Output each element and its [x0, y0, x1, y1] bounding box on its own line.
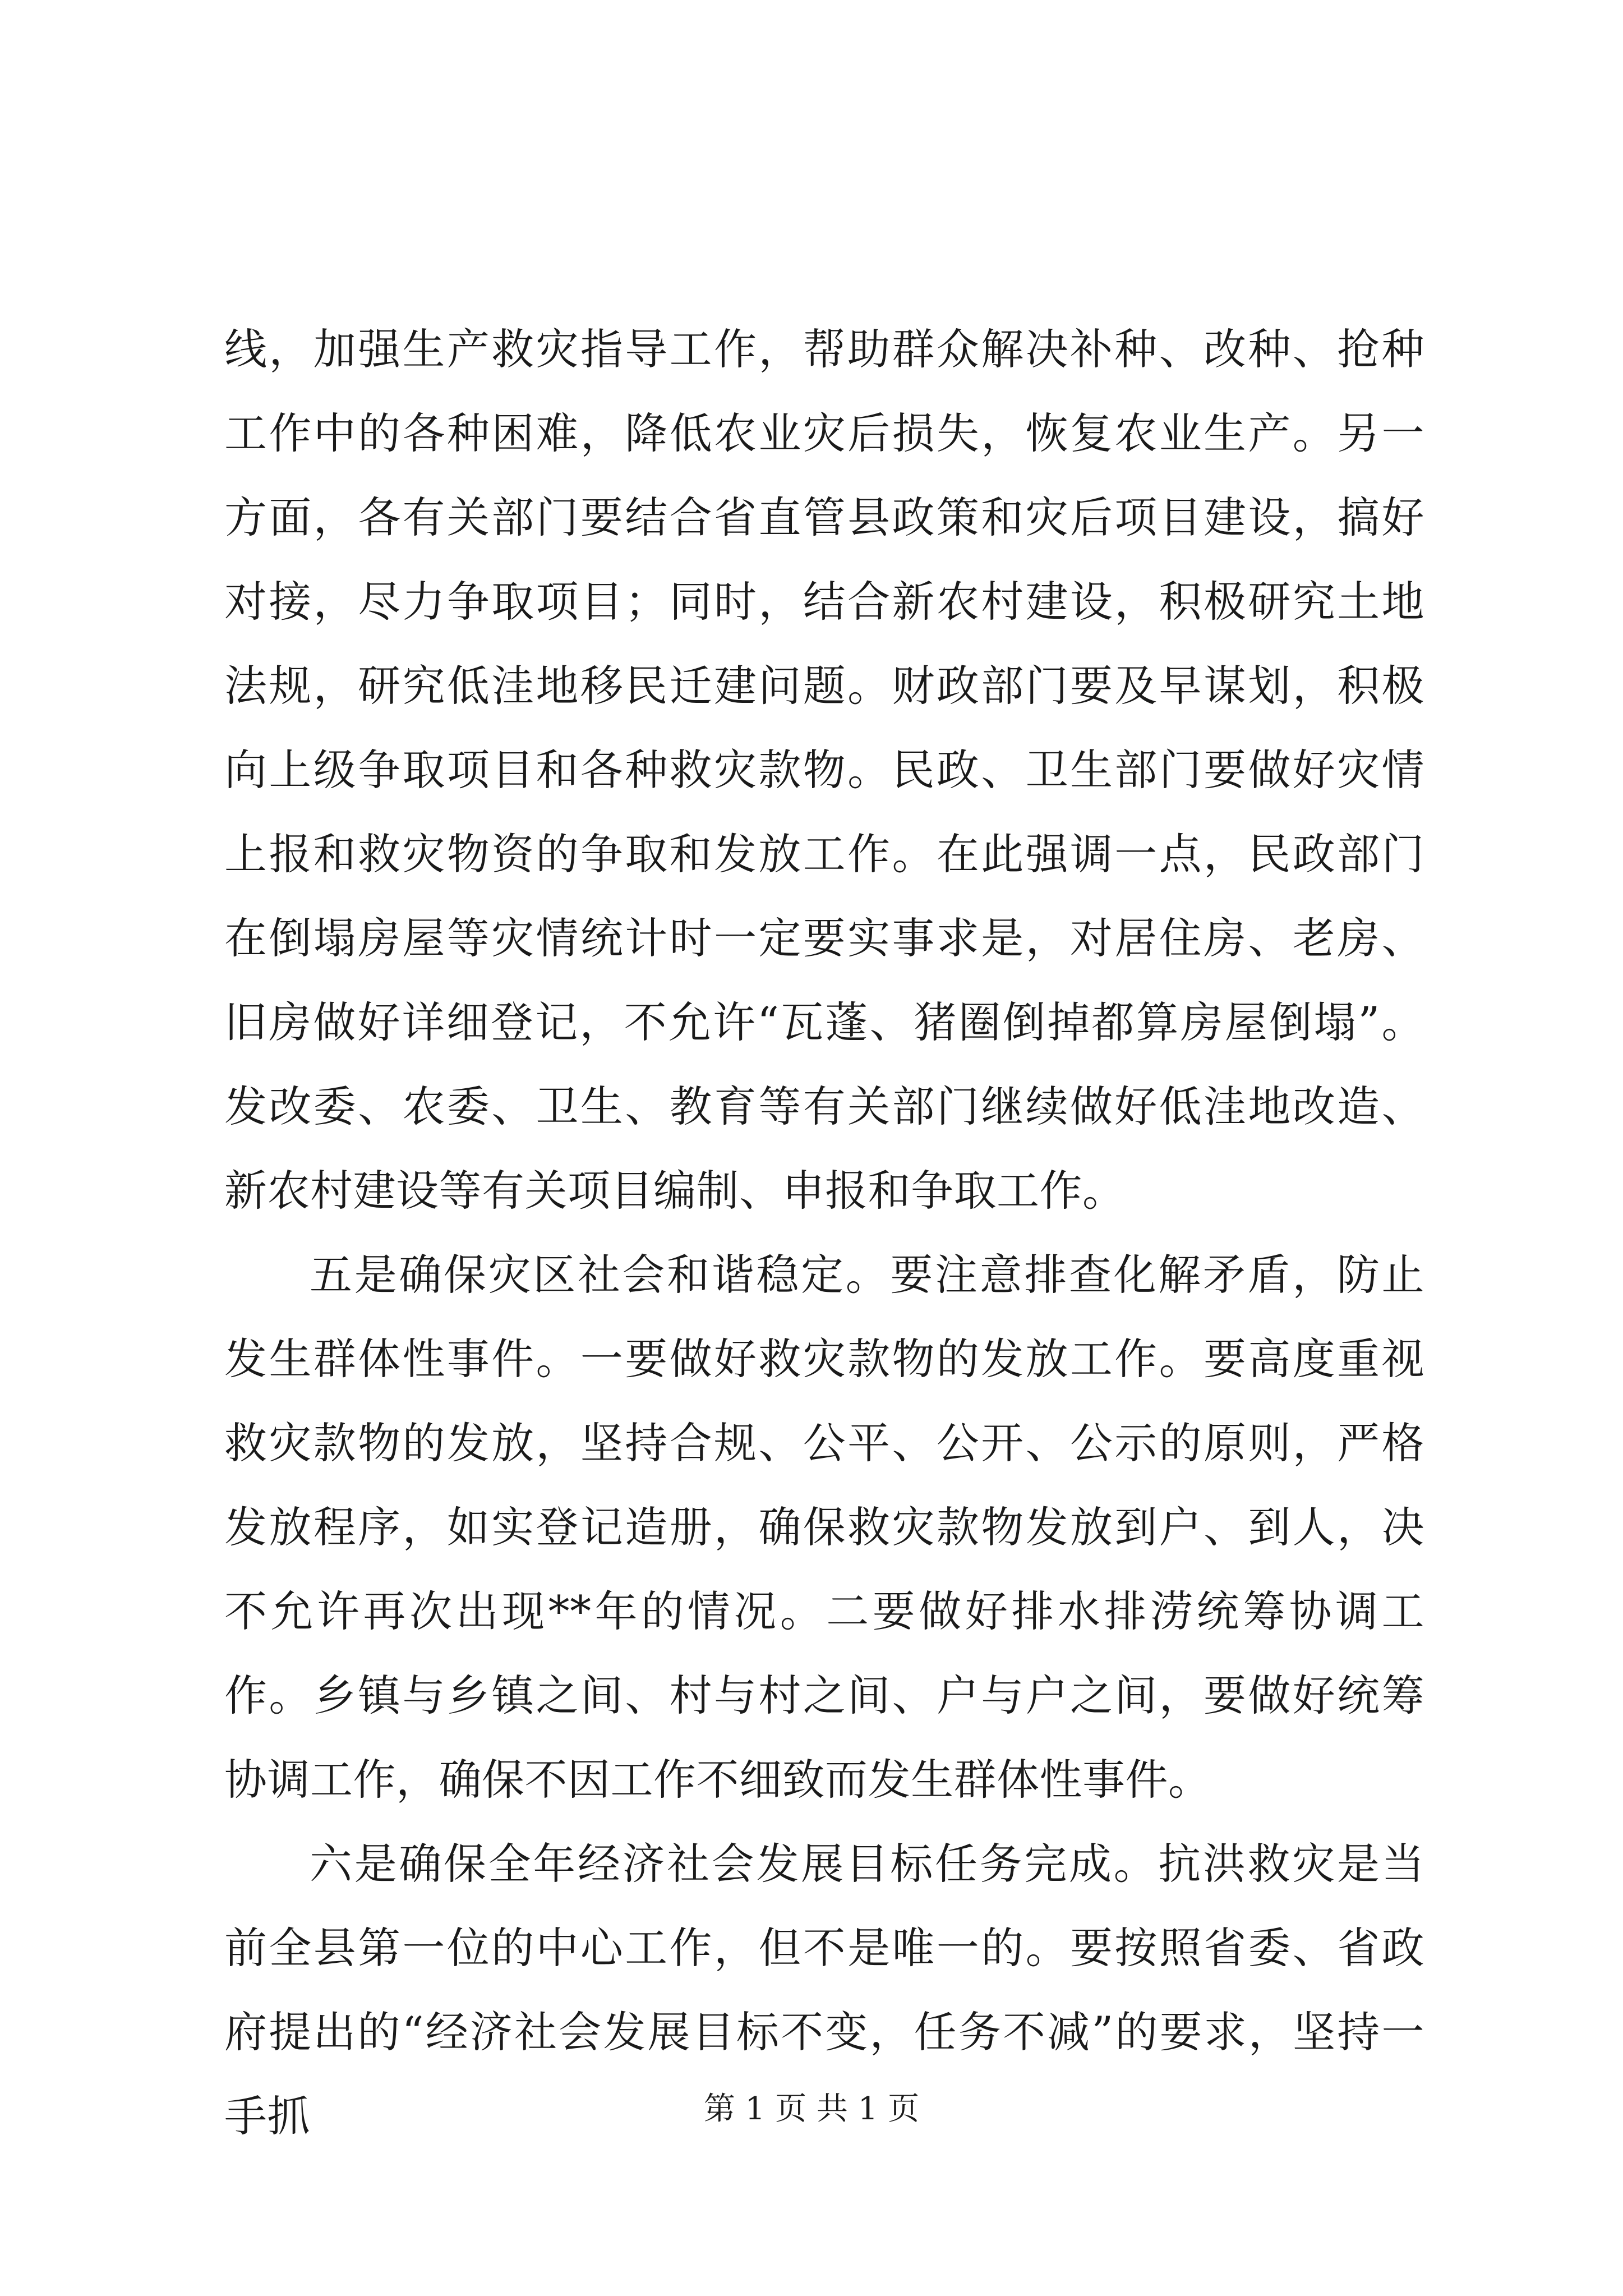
paragraph-item-six: 六是确保全年经济社会发展目标任务完成。抗洪救灾是当前全县第一位的中心工作，但不是唯一的。要按照省委、省政府提出的“经济社会发展目标不变，任务不减”的要求，坚持一手抓: [224, 1839, 1424, 2141]
document-body: [224, 307, 1424, 2159]
page-footer: [0, 2087, 1623, 2132]
paragraph-item-five: 五是确保灾区社会和谐稳定。要注意排查化解矛盾，防止发生群体性事件。一要做好救灾款物的发放工作。要高度重视救灾款物的发放，坚持合规、公平、公开、公示的原则，严格发放程序，如实登记造册，确保救灾款物发放到户、到人，决不允许再次出现**年的情况。二要做好排水排涝统筹协调工作。乡镇与乡镇之间、村与村之间、户与户之间，要做好统筹协调工作，确保不因工作不细致而发生群体性事件。: [224, 1250, 1424, 1805]
page-number-label: 第 1 页 共 1 页: [703, 2091, 920, 2127]
paragraph-continuation: 线，加强生产救灾指导工作，帮助群众解决补种、改种、抢种工作中的各种困难，降低农业灾后损失，恢复农业生产。另一方面，各有关部门要结合省直管县政策和灾后项目建设，搞好对接，尽力争取项目；同时，结合新农村建设，积极研究土地法规，研究低洼地移民迁建问题。财政部门要及早谋划，积极向上级争取项目和各种救灾款物。民政、卫生部门要做好灾情上报和救灾物资的争取和发放工作。在此强调一点，民政部门在倒塌房屋等灾情统计时一定要实事求是，对居住房、老房、旧房做好详细登记，不允许“瓦蓬、猪圈倒掉都算房屋倒塌”。发改委、农委、卫生、教育等有关部门继续做好低洼地改造、新农村建设等有关项目编制、申报和争取工作。: [224, 324, 1424, 1216]
